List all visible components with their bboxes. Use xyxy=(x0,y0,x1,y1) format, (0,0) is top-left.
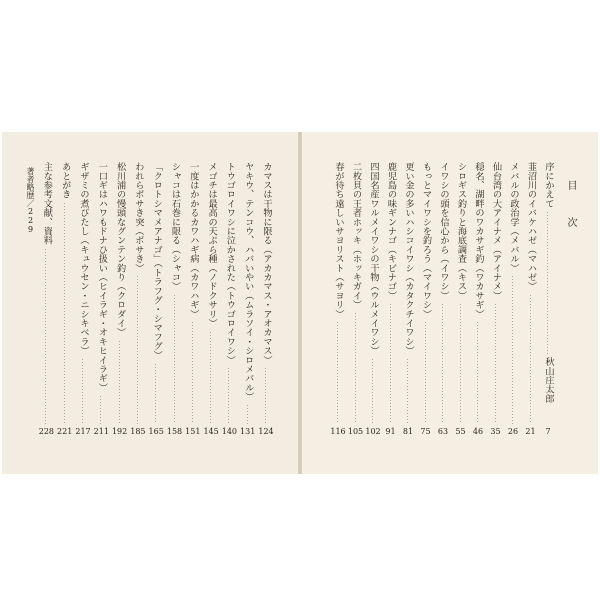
toc-entry xyxy=(525,132,537,474)
toc-entry-page-number: 211 xyxy=(93,427,109,436)
toc-entry-page-number: 21 xyxy=(525,427,536,436)
toc-entry-page-number: 158 xyxy=(166,427,183,436)
toc-leader-dots xyxy=(442,303,443,424)
toc-entry-title: 一口ギはハワもドナひ扱い（ヒイラギ・オキヒイラギ） xyxy=(96,162,108,392)
toc-entry-title: シャコは石巻に限る（シャコ） xyxy=(169,162,181,291)
toc-leader-dots xyxy=(407,358,408,424)
toc-entry-title: トウゴロイワシに泣かされた（トウゴロイワシ） xyxy=(224,162,236,365)
colophon-page-number: 229 xyxy=(26,207,35,234)
toc-entry-page-number: 165 xyxy=(148,427,164,436)
toc-entry-page-number: 63 xyxy=(437,427,449,436)
toc-entry xyxy=(38,132,55,474)
toc-leader-dots xyxy=(155,363,156,424)
toc-leader-dots xyxy=(495,303,496,424)
toc-entry xyxy=(187,132,199,474)
toc-entry xyxy=(402,132,414,474)
toc-entry-title: あとがき xyxy=(59,162,71,199)
toc-entry-page-number: 46 xyxy=(472,427,484,436)
toc-entry-title: 四国名産ワルメイワシの干物（ウルメイワシ） xyxy=(368,162,379,356)
toc-entry-page-number: 26 xyxy=(507,427,519,436)
toc-entry xyxy=(437,132,449,474)
toc-leader-dots xyxy=(547,211,548,354)
toc-entry-title: ヤキウ、テンコウ、ハバいやい（ムラソイ・シロメバル） xyxy=(242,162,254,402)
toc-entry-page-number: 102 xyxy=(365,427,381,436)
toc-entry xyxy=(367,132,379,474)
toc-entry-page-number: 116 xyxy=(330,427,346,436)
toc-entry-title: 鹿児島の味ギンナゴ（キビナゴ） xyxy=(385,162,397,300)
toc-entry xyxy=(542,132,554,474)
toc-entry-title: 一度はかかるカワハギ病（カワハギ） xyxy=(187,162,199,319)
toc-entry xyxy=(455,132,467,474)
toc-entry-title: 二枚貝の王者ホッキ（ホッキガイ） xyxy=(350,162,362,310)
toc-entry-title: ギザミの煮びたし（キュウセン・ニシキベラ） xyxy=(78,162,89,356)
toc-leader-dots xyxy=(192,321,193,424)
toc-entry xyxy=(332,132,344,474)
toc-entry-title: 韮沼川のイバケハゼ（マハゼ） xyxy=(525,162,537,291)
toc-entry xyxy=(166,132,183,474)
toc-leader-dots xyxy=(477,321,478,424)
toc-entry-page-number: 7 xyxy=(545,427,551,436)
toc-entry-title: 穏名、湖畔のワカサギ釣（ワカサギ） xyxy=(473,162,484,319)
toc-entry-page-number: 221 xyxy=(57,427,73,436)
toc-leader-dots xyxy=(265,367,266,424)
toc-entry xyxy=(260,132,272,474)
toc-leader-dots xyxy=(119,340,120,424)
toc-entry-page-number: 35 xyxy=(490,427,501,436)
toc-entry xyxy=(77,132,89,474)
toc-leader-dots xyxy=(390,303,391,424)
right-page xyxy=(302,132,598,474)
toc-entry-page-number: 131 xyxy=(240,427,256,436)
toc-entry-page-number: 55 xyxy=(455,427,466,436)
toc-entry-title: 「クロトシマメアナゴ」（トラフグ・シマフグ） xyxy=(151,162,163,360)
toc-leader-dots xyxy=(512,275,513,424)
toc-entry-title: われらボサき突（ボサき） xyxy=(132,162,144,273)
toc-entry-page-number: 192 xyxy=(111,427,128,436)
toc-leader-dots xyxy=(425,321,426,424)
toc-entry-page-number: 91 xyxy=(385,427,396,436)
toc-entry xyxy=(221,132,238,474)
toc-leader-dots xyxy=(247,404,248,424)
toc-leader-dots xyxy=(530,294,531,424)
toc-entry xyxy=(150,132,162,474)
toc-entry-page-number: 140 xyxy=(221,427,238,436)
toc-entry-title: 更い金の多いハシコイワシ（カタクチイワシ） xyxy=(403,162,414,356)
toc-entry-title: 松川浦の慢頭なグンテン釣り（クロダイ） xyxy=(114,162,126,337)
toc-entry xyxy=(420,132,432,474)
toc-leader-dots xyxy=(210,331,211,424)
toc-entry-page-number: 185 xyxy=(130,427,146,436)
toc-leader-dots xyxy=(82,358,83,424)
toc-entry-title: もっとマイワシを釣ろう（マイワシ） xyxy=(420,162,432,319)
toc-leader-dots xyxy=(45,248,46,424)
toc-entry xyxy=(95,132,107,474)
toc-entry-page-number: 145 xyxy=(203,427,219,436)
toc-entry-title: メバルの政治学（メバル） xyxy=(508,162,519,273)
toc-entry-title: 仙台湾の大アイナメ（アイナメ） xyxy=(490,162,502,300)
toc-entry xyxy=(507,132,519,474)
toc-entry-page-number: 228 xyxy=(38,427,55,436)
toc-entry xyxy=(385,132,397,474)
toc-leader-dots xyxy=(100,395,101,424)
toc-heading: 目 次 xyxy=(565,180,576,235)
toc-entry xyxy=(472,132,484,474)
toc-entry-title: イワシの頭を信心から（イワシ） xyxy=(438,162,449,300)
toc-entry-author: 秋山庄太郎 xyxy=(543,357,554,403)
toc-entry-title: 序にかえて xyxy=(543,162,554,208)
toc-leader-dots xyxy=(174,294,175,424)
toc-entry-page-number: 75 xyxy=(420,427,431,436)
toc-entry xyxy=(132,132,144,474)
colophon-title: 著者略歴 xyxy=(26,167,35,199)
toc-entry xyxy=(347,132,364,474)
toc-entry-page-number: 217 xyxy=(75,427,91,436)
colophon-entry: 著者略歴／229 xyxy=(26,167,35,234)
toc-leader-dots xyxy=(372,358,373,424)
toc-entry xyxy=(205,132,217,474)
book-spread xyxy=(2,132,598,474)
toc-entry-title: シロギス釣りと海底調査（キス） xyxy=(455,162,467,300)
toc-entry-page-number: 105 xyxy=(347,427,364,436)
toc-leader-dots xyxy=(337,321,338,424)
toc-entry-page-number: 151 xyxy=(185,427,201,436)
toc-entry-title: メゴチは最高の天ぷら種（ノドクサリ） xyxy=(206,162,218,328)
toc-leader-dots xyxy=(64,202,65,424)
toc-entry xyxy=(242,132,254,474)
toc-entry-title: カマスは干物に限る（アカカマス・アオカマス） xyxy=(261,162,272,365)
toc-entry xyxy=(111,132,128,474)
toc-entry-page-number: 124 xyxy=(258,427,274,436)
toc-entry-title: 春が待ち遠しいサヨリスト（サヨリ） xyxy=(333,162,344,319)
toc-entry-title: 主な参考文献、資料 xyxy=(41,162,53,245)
toc-entry-page-number: 81 xyxy=(402,427,414,436)
left-page xyxy=(2,132,298,474)
toc-leader-dots xyxy=(228,367,229,424)
toc-leader-dots xyxy=(460,303,461,424)
toc-leader-dots xyxy=(137,275,138,424)
toc-entry xyxy=(490,132,502,474)
toc-leader-dots xyxy=(355,312,356,424)
toc-entry xyxy=(59,132,71,474)
